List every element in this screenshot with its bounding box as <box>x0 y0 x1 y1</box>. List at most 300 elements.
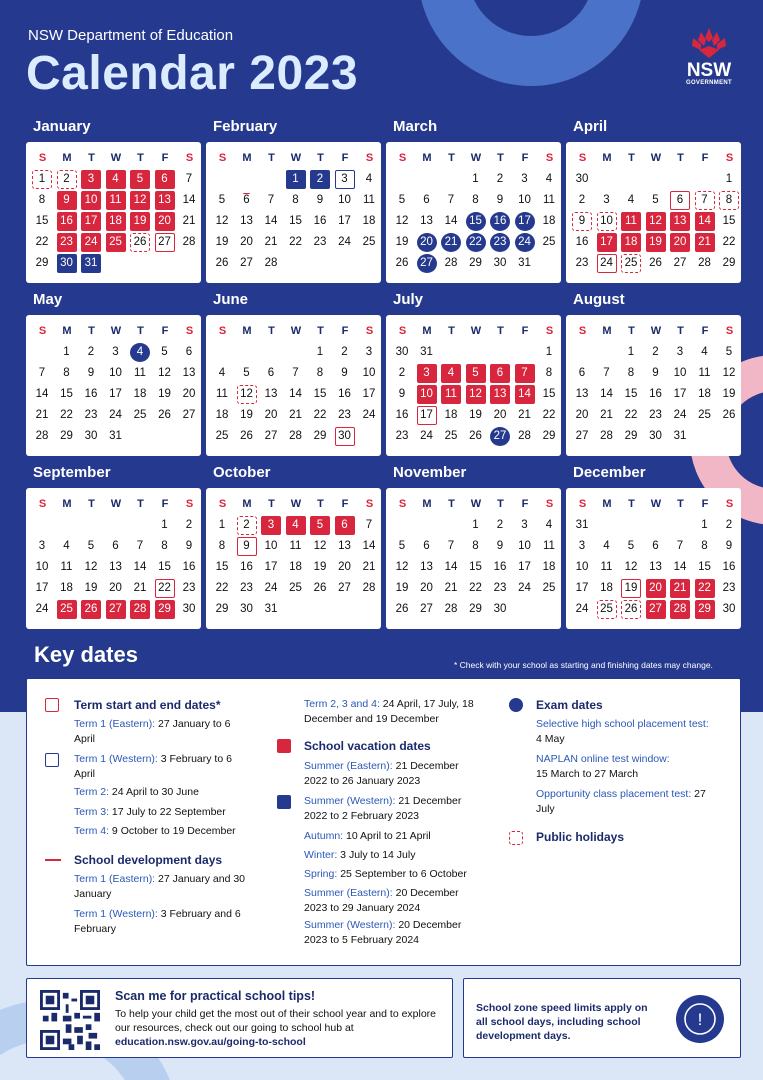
calendar-day: 10 <box>362 367 376 379</box>
calendar-day: 11 <box>543 540 555 552</box>
month-day-grid <box>391 494 558 620</box>
calendar-day: 2 <box>578 194 586 206</box>
calendar-day: 12 <box>722 367 736 379</box>
calendar-day: 24 <box>338 236 351 248</box>
calendar-day: 26 <box>158 409 171 421</box>
calendar-day: 21 <box>182 215 196 227</box>
calendar-day: 6 <box>112 540 119 552</box>
calendar-day: 28 <box>362 582 376 594</box>
calendar-day: 22 <box>313 409 327 421</box>
weekday-label: S <box>578 498 587 510</box>
calendar-day: 6 <box>185 346 193 358</box>
calendar-day: 22 <box>155 579 175 598</box>
calendar-day: 17 <box>338 215 351 227</box>
calendar-day: 11 <box>621 212 641 231</box>
calendar-day: 9 <box>496 540 504 552</box>
public-holiday-legend-icon <box>509 831 523 845</box>
weekday-label: S <box>38 325 47 337</box>
month-january <box>26 118 201 283</box>
development-days-heading: School development days <box>74 853 223 867</box>
calendar-day: 27 <box>673 257 687 269</box>
calendar-day: 31 <box>673 430 687 442</box>
calendar-day: 25 <box>542 236 556 248</box>
calendar-day: 22 <box>60 409 73 421</box>
month-card <box>566 315 741 456</box>
calendar-day: 24 <box>518 582 531 594</box>
calendar-day: 13 <box>649 561 662 573</box>
month-name: November <box>393 464 467 481</box>
calendar-day: 21 <box>518 409 531 421</box>
calendar-day: 16 <box>493 561 507 573</box>
calendar-day: 26 <box>395 257 409 269</box>
calendar-day: 16 <box>649 388 662 400</box>
weekday-label: T <box>628 152 635 164</box>
calendar-day: 24 <box>673 409 687 421</box>
calendar-day: 8 <box>63 367 70 379</box>
calendar-day: 9 <box>725 540 733 552</box>
calendar-day: 7 <box>365 519 373 531</box>
calendar-day: 5 <box>398 540 406 552</box>
calendar-day: 5 <box>87 540 95 552</box>
calendar-day: 4 <box>545 173 553 185</box>
calendar-day: 22 <box>215 582 229 594</box>
calendar-day: 14 <box>600 388 613 400</box>
calendar-day: 13 <box>420 561 433 573</box>
weekday-label: S <box>398 152 407 164</box>
calendar-day: 6 <box>335 516 355 535</box>
calendar-day: 27 <box>646 600 666 619</box>
calendar-day: 25 <box>57 600 77 619</box>
calendar-day: 18 <box>542 215 556 227</box>
weekday-label: F <box>341 152 349 164</box>
calendar-day: 21 <box>695 233 715 252</box>
weekday-label: F <box>341 325 349 337</box>
weekday-label: S <box>725 498 734 510</box>
calendar-day: 1 <box>701 519 708 531</box>
calendar-day: 12 <box>158 367 171 379</box>
month-name: May <box>33 291 63 308</box>
calendar-day: 2 <box>496 519 504 531</box>
calendar-day: 3 <box>112 346 119 358</box>
calendar-day: 26 <box>240 430 253 442</box>
calendar-day: 22 <box>289 236 302 248</box>
calendar-day: 26 <box>81 600 101 619</box>
calendar-day: 29 <box>722 257 736 269</box>
calendar-day: 18 <box>362 215 376 227</box>
month-day-grid <box>571 494 738 620</box>
month-june <box>206 291 381 456</box>
calendar-day: 9 <box>398 388 406 400</box>
calendar-day: 4 <box>627 194 635 206</box>
calendar-day: 23 <box>182 582 196 594</box>
weekday-label: T <box>317 152 324 164</box>
organisation-name: NSW Department of Education <box>28 27 234 44</box>
calendar-day: 19 <box>469 409 482 421</box>
calendar-day: 16 <box>575 236 589 248</box>
calendar-day: 25 <box>597 600 617 619</box>
calendar-day: 27 <box>106 600 126 619</box>
calendar-day: 6 <box>652 540 659 552</box>
calendar-day: 25 <box>362 236 376 248</box>
weekday-label: S <box>398 325 407 337</box>
calendar-day: 21 <box>441 233 461 252</box>
weekday-label: S <box>365 152 374 164</box>
calendar-day: 20 <box>420 582 433 594</box>
calendar-day: 6 <box>267 367 275 379</box>
weekday-label: F <box>341 498 349 510</box>
calendar-day: 17 <box>362 388 376 400</box>
calendar-day: 5 <box>627 540 635 552</box>
calendar-day: 29 <box>155 600 175 619</box>
calendar-day: 16 <box>313 215 327 227</box>
weekday-label: T <box>317 325 324 337</box>
month-day-grid <box>571 148 738 274</box>
weekday-label: T <box>88 498 95 510</box>
calendar-day: 15 <box>60 388 73 400</box>
calendar-day: 3 <box>578 540 586 552</box>
calendar-day: 17 <box>515 212 535 231</box>
calendar-day: 2 <box>725 519 733 531</box>
calendar-day: 14 <box>289 388 302 400</box>
calendar-day: 18 <box>444 409 458 421</box>
weekday-label: T <box>317 498 324 510</box>
calendar-day: 1 <box>316 346 324 358</box>
term-dates-heading: Term start and end dates* <box>74 698 221 712</box>
calendar-day: 14 <box>362 540 376 552</box>
calendar-day: 31 <box>518 257 531 269</box>
weekday-label: S <box>365 498 374 510</box>
calendar-day: 30 <box>182 603 196 615</box>
calendar-day: 1 <box>545 346 553 358</box>
calendar-day: 5 <box>130 170 150 189</box>
svg-text:!: ! <box>697 1010 703 1029</box>
calendar-day: 10 <box>81 191 101 210</box>
weekday-label: W <box>110 498 122 510</box>
calendar-day: 12 <box>130 191 150 210</box>
calendar-day: 19 <box>395 236 409 248</box>
calendar-day: 30 <box>722 603 736 615</box>
calendar-day: 18 <box>542 561 556 573</box>
weekday-label: T <box>628 325 635 337</box>
calendar-day: 19 <box>84 582 98 594</box>
calendar-day: 16 <box>395 409 409 421</box>
month-october <box>206 464 381 629</box>
calendar-day: 28 <box>444 603 458 615</box>
calendar-day: 25 <box>698 409 711 421</box>
weekday-label: T <box>677 152 684 164</box>
calendar-day: 12 <box>646 212 666 231</box>
weekday-label: M <box>602 325 612 337</box>
weekday-label: M <box>422 325 432 337</box>
calendar-day: 23 <box>395 430 409 442</box>
calendar-day: 2 <box>87 346 95 358</box>
calendar-day: 1 <box>161 519 168 531</box>
calendar-day: 31 <box>264 603 278 615</box>
calendar-day: 10 <box>264 540 278 552</box>
calendar-day: 29 <box>215 603 229 615</box>
calendar-day: 14 <box>133 561 147 573</box>
calendar-day: 9 <box>496 194 504 206</box>
calendar-day: 7 <box>676 540 684 552</box>
calendar-day: 5 <box>652 194 659 206</box>
month-april <box>566 118 741 283</box>
weekday-label: T <box>628 498 635 510</box>
weekday-label: S <box>545 498 554 510</box>
calendar-day: 23 <box>493 582 507 594</box>
calendar-day: 26 <box>130 233 150 252</box>
weekday-label: T <box>497 325 504 337</box>
calendar-day: 19 <box>621 579 641 598</box>
month-name: April <box>573 118 608 135</box>
calendar-day: 30 <box>575 173 589 185</box>
calendar-day: 18 <box>60 582 73 594</box>
weekday-label: S <box>545 325 554 337</box>
calendar-day: 15 <box>313 388 327 400</box>
month-card <box>566 142 741 283</box>
weekday-label: M <box>62 325 72 337</box>
calendar-day: 23 <box>490 233 510 252</box>
calendar-day: 11 <box>60 561 73 573</box>
calendar-day: 5 <box>243 367 250 379</box>
calendar-day: 20 <box>417 233 437 252</box>
calendar-day: 26 <box>395 603 409 615</box>
calendar-day: 4 <box>130 343 150 362</box>
calendar-day: 9 <box>57 191 77 210</box>
calendar-day: 24 <box>362 409 376 421</box>
calendar-day: 8 <box>161 540 168 552</box>
weekday-label: M <box>602 152 612 164</box>
calendar-day: 12 <box>313 540 327 552</box>
calendar-day: 14 <box>673 561 687 573</box>
calendar-day: 19 <box>130 212 150 231</box>
weekday-label: M <box>422 152 432 164</box>
calendar-day: 29 <box>695 600 715 619</box>
calendar-day: 11 <box>600 561 613 573</box>
calendar-day: 4 <box>701 346 708 358</box>
weekday-label: M <box>602 498 612 510</box>
calendar-day: 13 <box>670 212 690 231</box>
weekday-label: T <box>88 325 95 337</box>
month-day-grid <box>391 321 558 447</box>
calendar-day: 6 <box>670 191 690 210</box>
calendar-day: 1 <box>472 173 479 185</box>
weekday-label: M <box>62 498 72 510</box>
calendar-day: 15 <box>215 561 229 573</box>
calendar-day: 18 <box>215 409 229 421</box>
going-to-school-link[interactable]: education.nsw.gov.au/going-to-school <box>115 1036 306 1048</box>
calendar-day: 8 <box>472 540 479 552</box>
weekday-label: T <box>497 152 504 164</box>
calendar-day: 30 <box>493 603 507 615</box>
calendar-day: 20 <box>670 233 690 252</box>
calendar-day: 11 <box>289 540 302 552</box>
public-holidays-heading: Public holidays <box>536 830 625 844</box>
calendar-day: 23 <box>722 582 736 594</box>
month-card <box>386 142 561 283</box>
calendar-day: 18 <box>106 212 126 231</box>
calendar-day: 10 <box>518 540 531 552</box>
calendar-day: 12 <box>84 561 98 573</box>
calendar-day: 12 <box>215 215 229 227</box>
qr-code-icon[interactable] <box>40 990 100 1050</box>
weekday-label: T <box>677 325 684 337</box>
calendar-day: 19 <box>215 236 229 248</box>
month-name: February <box>213 118 278 135</box>
calendar-day: 27 <box>155 233 175 252</box>
calendar-day: 28 <box>600 430 613 442</box>
calendar-day: 22 <box>695 579 715 598</box>
calendar-day: 25 <box>215 430 229 442</box>
month-card <box>26 488 201 629</box>
calendar-day: 31 <box>420 346 433 358</box>
calendar-day: 8 <box>719 191 739 210</box>
calendar-day: 24 <box>420 430 433 442</box>
calendar-day: 12 <box>466 385 486 404</box>
weekday-label: S <box>398 498 407 510</box>
speed-limit-text: School zone speed limits apply on all school days, including school development days. <box>476 1002 648 1042</box>
calendar-day: 23 <box>57 233 77 252</box>
weekday-label: S <box>38 498 47 510</box>
calendar-day: 18 <box>289 561 302 573</box>
western-vacation-legend-icon <box>277 795 291 809</box>
calendar-day: 20 <box>264 409 278 421</box>
weekday-label: F <box>521 325 529 337</box>
calendar-day: 3 <box>261 516 281 535</box>
calendar-day: 25 <box>106 233 126 252</box>
calendar-day: 28 <box>182 236 196 248</box>
calendar-day: 11 <box>106 191 126 210</box>
weekday-label: W <box>110 152 122 164</box>
calendar-day: 24 <box>109 409 122 421</box>
calendar-day: 26 <box>621 600 641 619</box>
exam-dates-heading: Exam dates <box>536 698 603 712</box>
calendar-day: 1 <box>32 170 52 189</box>
weekday-label: T <box>448 325 455 337</box>
calendar-day: 7 <box>185 173 193 185</box>
calendar-day: 15 <box>722 215 736 227</box>
calendar-day: 1 <box>472 519 479 531</box>
calendar-day: 17 <box>81 212 101 231</box>
calendar-day: 17 <box>35 582 49 594</box>
calendar-day: 26 <box>313 582 327 594</box>
month-card <box>26 315 201 456</box>
calendar-day: 5 <box>161 346 168 358</box>
calendar-day: 2 <box>341 346 348 358</box>
calendar-day: 18 <box>133 388 147 400</box>
weekday-label: T <box>88 152 95 164</box>
calendar-day: 3 <box>38 540 46 552</box>
calendar-day: 28 <box>518 430 531 442</box>
weekday-label: S <box>578 152 587 164</box>
calendar-day: 4 <box>218 367 226 379</box>
calendar-day: 26 <box>722 409 736 421</box>
calendar-day: 4 <box>286 516 306 535</box>
calendar-day: 19 <box>240 409 253 421</box>
calendar-day: 18 <box>698 388 711 400</box>
calendar-day: 15 <box>158 561 171 573</box>
calendar-day: 6 <box>423 540 430 552</box>
weekday-label: F <box>521 498 529 510</box>
calendar-day: 24 <box>597 254 617 273</box>
calendar-day: 16 <box>182 561 196 573</box>
weekday-label: W <box>470 498 482 510</box>
month-day-grid <box>211 494 378 620</box>
calendar-day: 28 <box>289 430 302 442</box>
calendar-day: 23 <box>575 257 589 269</box>
calendar-day: 5 <box>725 346 733 358</box>
calendar-day: 8 <box>218 540 226 552</box>
speed-limit-panel <box>463 978 741 1058</box>
calendar-day: 24 <box>515 233 535 252</box>
calendar-day: 3 <box>521 173 528 185</box>
weekday-label: F <box>521 152 529 164</box>
calendar-day: 22 <box>466 233 486 252</box>
calendar-day: 27 <box>240 257 253 269</box>
weekday-label: M <box>242 498 252 510</box>
calendar-day: 5 <box>218 194 226 206</box>
calendar-day: 21 <box>444 582 458 594</box>
calendar-day: 2 <box>237 516 257 535</box>
calendar-day: 2 <box>310 170 330 189</box>
month-card <box>386 488 561 629</box>
vacation-dates-heading: School vacation dates <box>304 739 431 753</box>
calendar-day: 11 <box>134 367 146 379</box>
weekday-label: W <box>290 498 302 510</box>
calendar-day: 3 <box>603 194 610 206</box>
month-card <box>206 488 381 629</box>
calendar-day: 9 <box>572 212 592 231</box>
calendar-day: 2 <box>57 170 77 189</box>
weekday-label: S <box>578 325 587 337</box>
calendar-day: 31 <box>81 254 101 273</box>
calendar-day: 8 <box>292 194 299 206</box>
weekday-label: W <box>110 325 122 337</box>
calendar-day: 7 <box>38 367 46 379</box>
calendar-day: 15 <box>469 561 482 573</box>
calendar-day: 20 <box>109 582 122 594</box>
calendar-day: 30 <box>57 254 77 273</box>
calendar-day: 17 <box>575 582 589 594</box>
month-march <box>386 118 561 283</box>
month-may <box>26 291 201 456</box>
calendar-day: 11 <box>698 367 711 379</box>
calendar-day: 11 <box>363 194 375 206</box>
calendar-day: 10 <box>338 194 351 206</box>
calendar-day: 2 <box>398 367 406 379</box>
calendar-day: 5 <box>398 194 406 206</box>
calendar-day: 27 <box>575 430 589 442</box>
calendar-day: 16 <box>722 561 736 573</box>
calendar-day: 6 <box>155 170 175 189</box>
calendar-day: 23 <box>338 409 351 421</box>
calendar-day: 8 <box>472 194 479 206</box>
month-card <box>206 142 381 283</box>
calendar-day: 27 <box>338 582 351 594</box>
calendar-day: 8 <box>316 367 324 379</box>
calendar-day: 30 <box>335 427 355 446</box>
calendar-day: 27 <box>264 430 278 442</box>
weekday-label: T <box>137 325 144 337</box>
month-name: December <box>573 464 646 481</box>
calendar-day: 6 <box>423 194 430 206</box>
calendar-day: 26 <box>649 257 662 269</box>
calendar-day: 22 <box>624 409 638 421</box>
calendar-day: 19 <box>646 233 666 252</box>
calendar-day: 2 <box>185 519 193 531</box>
calendar-day: 15 <box>289 215 302 227</box>
weekday-label: S <box>218 498 227 510</box>
weekday-label: S <box>725 325 734 337</box>
